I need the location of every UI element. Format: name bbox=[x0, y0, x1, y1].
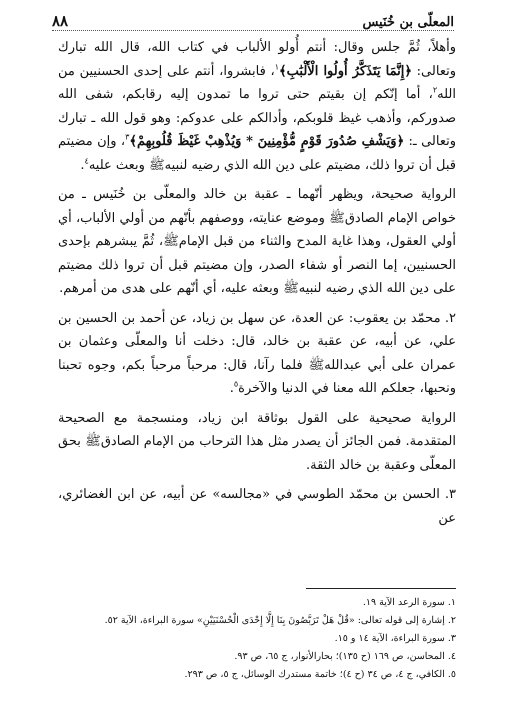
quran-quote: ﴿إِنَّمَا يَتَذَكَّرُ أُولُوا الْأَلْبَٰبِ﴾ bbox=[279, 63, 412, 79]
text-run: . bbox=[80, 157, 85, 173]
footnote-ref: ٥ bbox=[233, 379, 239, 389]
text-run: وأهلاً، ثُمَّ جلس وقال: أنتم أُولو الألباب في كتاب الله، قال الله تبارك وتعالى: bbox=[58, 40, 456, 79]
footnote-ref: ١ bbox=[274, 62, 280, 72]
footnotes bbox=[58, 594, 456, 684]
footnote-ref: ٤ bbox=[84, 156, 89, 166]
footnote-separator bbox=[306, 588, 456, 589]
page-number: ٨٨ bbox=[52, 12, 69, 30]
footnote-ref: ٢ bbox=[432, 85, 438, 95]
paragraph-intro bbox=[58, 36, 456, 177]
footnote-2: ٢. إشارة إلى قوله تعالى: «قُلْ هَلْ تَرَبَّصُونَ بِنَا إِلَّا إِحْدَى الْحُسْنَيَيْنِ» سورة البراءة، الآية ٥٢. bbox=[104, 615, 456, 626]
text-run: الرواية صحيحية على القول بوثاقة ابن زياد، ومنسجمة مع الصحيحة المتقدمة. فمن الجائز أن يصدر مثل هذا الترحاب من الإمام الصادقﷺ بحق المعلّى وعقبة بن خالد الثقة. bbox=[58, 410, 456, 473]
footnote-ref: ٣ bbox=[125, 132, 130, 142]
paragraph-commentary-1 bbox=[58, 183, 456, 301]
text-run: ، وإن مضيتم قبل أن تروا ذلك، مضيتم على دين الله الذي رضيه لنبيهﷺ وبعث عليه bbox=[58, 134, 456, 173]
paragraph-narration-3 bbox=[58, 483, 456, 530]
footnote-3: ٣. سورة البراءة، الآية ١٤ و ١٥. bbox=[334, 633, 456, 644]
main-text bbox=[58, 36, 456, 536]
text-run: الرواية صحيحة، ويظهر أنّهما ـ عقبة بن خالد والمعلّى بن خُنَيس ـ من خواص الإمام الصادقﷺ وموضع عنايته، ووصفهم بأنّهم من أولي الألباب، أي أولي العقول، وهذا غاية المدح والثناء من قبل الإمامﷺ، ثُمَّ يبشرهم بإحدى الحسنيين، إما النصر أو شفاء الصدر، وإن مضيتم قبل أن تروا ذلك مضيتم على دين الله الذي رضيه لنبيهﷺ وبعثه عليه، أي أنّهم على هدى من أمرهم. bbox=[58, 187, 456, 296]
running-title: المعلّى بن خُنَيس bbox=[362, 15, 454, 30]
running-header bbox=[52, 8, 454, 31]
quran-quote: ﴿وَيَشْفِ صُدُورَ قَوْمٍ مُّؤْمِنِينَ * وَيُذْهِبْ غَيْظَ قُلُوبِهِمْ﴾ bbox=[129, 134, 405, 149]
paragraph-commentary-2 bbox=[58, 407, 456, 478]
text-run: ، أما إنّكم إن بقيتم حتى تروا ما تمدون إليه رقابكم، شفى الله صدوركم، وأذهب غيظ قلوبكم، وأدالكم على عدوكم: وهو قول الله ـ تبارك وتعالى ـ: bbox=[58, 87, 456, 149]
text-run: . bbox=[229, 381, 234, 396]
footnote-4: ٤. المحاسن، ص ١٦٩ (ح ١٣٥)؛ بحارالأنوار، ج ٦٥، ص ٩٣. bbox=[234, 651, 456, 662]
text-run: ٢. محمّد بن يعقوب: عن العدة، عن سهل بن زياد، عن أحمد بن الحسين بن علي، عن أبيه، عن عقبة بن خالد، قال: دخلت أنا والمعلّى وعثمان بن عمران على أبي عبداللهﷺ فلما رآنا، قال: مرحباً مرحباً بكم، وجوه تحبنا ونحبها، جعلكم الله معنا في الدنيا والآخرة bbox=[58, 310, 456, 396]
text-run: ٣. الحسن بن محمّد الطوسي في «مجالسه» عن أبيه، عن ابن الغضائري، عن bbox=[58, 487, 456, 526]
footnote-5: ٥. الكافي، ج ٤، ص ٣٤ (ح ٤)؛ خاتمة مستدرك الوسائل، ج ٥، ص ٢٩٣. bbox=[184, 669, 456, 680]
text-run: ، فابشروا، أنتم على إحدى الحسنيين من الله bbox=[58, 63, 456, 102]
paragraph-narration-2 bbox=[58, 307, 456, 401]
footnote-1: ١. سورة الرعد الآية ١٩. bbox=[362, 597, 456, 608]
